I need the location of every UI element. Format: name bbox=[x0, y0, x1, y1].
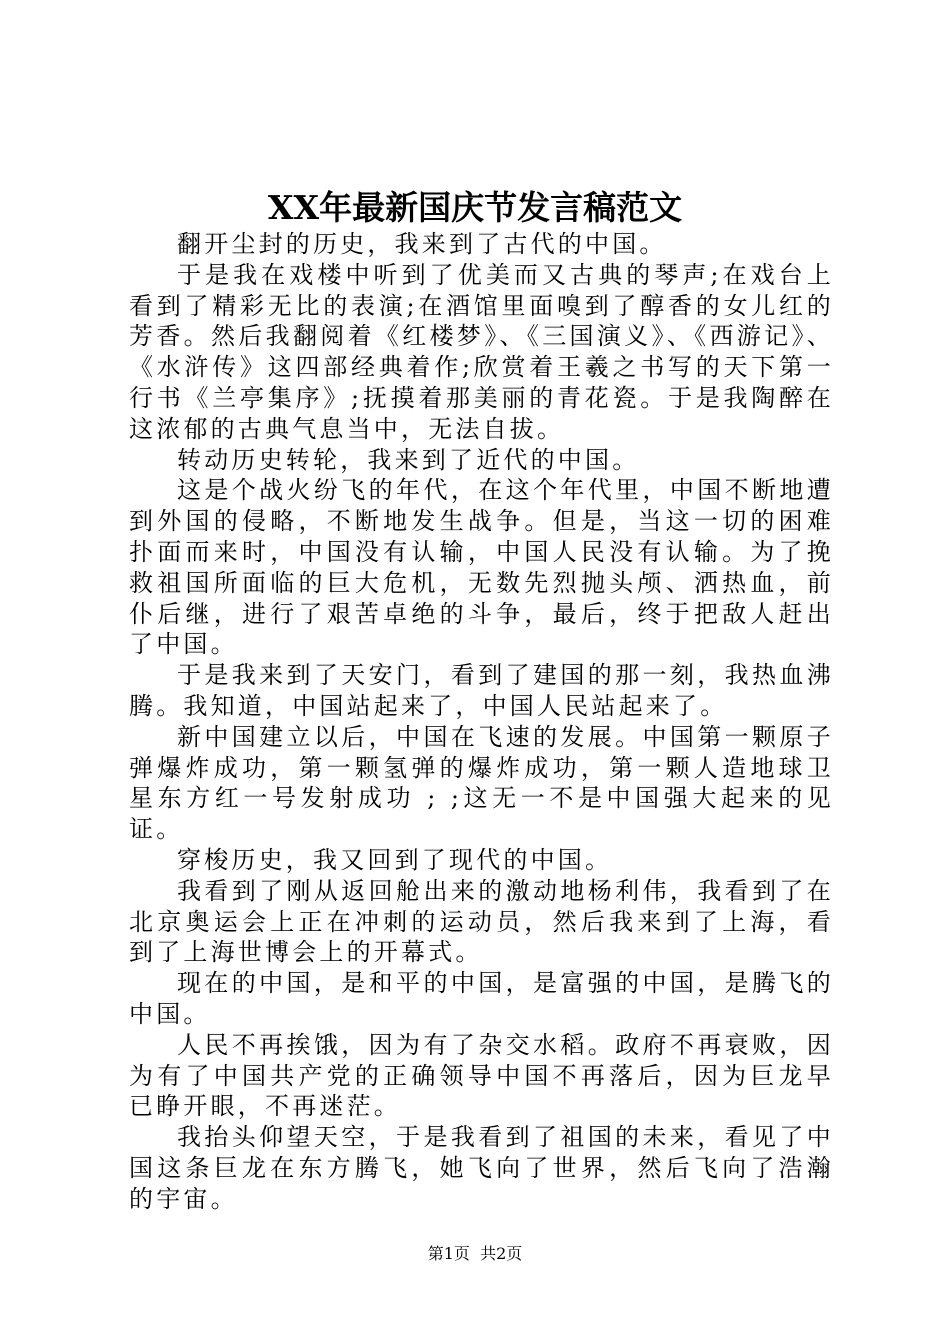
page-total: 共2页 bbox=[480, 1244, 523, 1263]
paragraph: 翻开尘封的历史，我来到了古代的中国。 bbox=[177, 230, 667, 258]
paragraph: 现在的中国，是和平的中国，是富强的中国，是腾飞的中国。 bbox=[129, 969, 834, 1028]
page-footer bbox=[0, 1242, 950, 1266]
document-title: XX年最新国庆节发言稿范文 bbox=[267, 188, 683, 227]
document-body bbox=[129, 229, 834, 1215]
paragraph: 新中国建立以后，中国在飞速的发展。中国第一颗原子弹爆炸成功，第一颗氢弹的爆炸成功，第一颗人造地球卫星东方红一号发射成功 ; ;这无一不是中国强大起来的见证。 bbox=[129, 722, 834, 844]
paragraph: 于是我在戏楼中听到了优美而又古典的琴声;在戏台上看到了精彩无比的表演;在酒馆里面嗅到了醇香的女儿红的芳香。然后我翻阅着《红楼梦》、《三国演义》、《西游记》、《水浒传》这四部经典着作;欣赏着王羲之书写的天下第一行书《兰亭集序》;抚摸着那美丽的青花瓷。于是我陶醉在这浓郁的古典气息当中，无法自拔。 bbox=[129, 260, 834, 443]
paragraph: 我看到了刚从返回舱出来的激动地杨利伟，我看到了在北京奥运会上正在冲刺的运动员，然后我来到了上海，看到了上海世博会上的开幕式。 bbox=[129, 876, 834, 967]
page-number: 第1页 bbox=[427, 1244, 470, 1263]
paragraph: 我抬头仰望天空，于是我看到了祖国的未来，看见了中国这条巨龙在东方腾飞，她飞向了世界，然后飞向了浩瀚的宇宙。 bbox=[129, 1123, 834, 1213]
paragraph: 人民不再挨饿，因为有了杂交水稻。政府不再衰败，因为有了中国共产党的正确领导中国不再落后，因为巨龙早已睁开眼，不再迷茫。 bbox=[129, 1030, 834, 1121]
paragraph: 这是个战火纷飞的年代，在这个年代里，中国不断地遭到外国的侵略，不断地发生战争。但是，当这一切的困难扑面而来时，中国没有认输，中国人民没有认输。为了挽救祖国所面临的巨大危机，无数先烈抛头颅、洒热血，前仆后继，进行了艰苦卓绝的斗争，最后，终于把敌人赶出了中国。 bbox=[129, 476, 834, 659]
paragraph: 转动历史转轮，我来到了近代的中国。 bbox=[177, 445, 640, 474]
paragraph: 于是我来到了天安门，看到了建国的那一刻，我热血沸腾。我知道，中国站起来了，中国人民站起来了。 bbox=[129, 661, 834, 720]
paragraph: 穿梭历史，我又回到了现代的中国。 bbox=[177, 845, 613, 874]
